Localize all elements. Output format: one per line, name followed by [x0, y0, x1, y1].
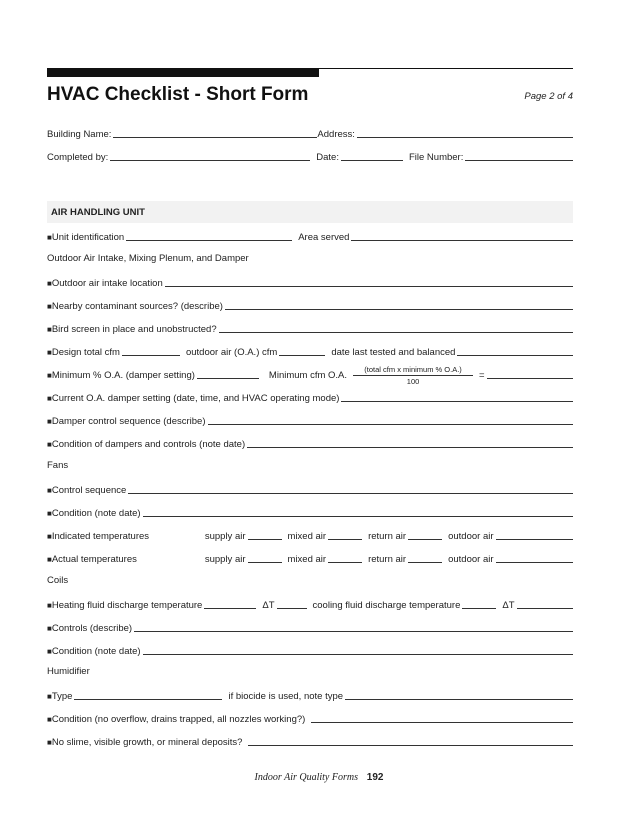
mixed-air-label: mixed air [287, 531, 327, 542]
footer-page-number: 192 [366, 772, 384, 783]
date-label: Date: [316, 152, 339, 163]
unit-row [47, 229, 573, 243]
footer [0, 772, 638, 783]
damper-cond-row [47, 436, 573, 450]
completed-by-field[interactable] [110, 149, 310, 161]
formula-denominator: 100 [406, 377, 420, 386]
slime-field[interactable] [248, 734, 573, 746]
damper-seq-field[interactable] [208, 413, 574, 425]
current-oa-field[interactable] [341, 390, 573, 402]
min-oa-field[interactable] [197, 367, 259, 379]
oa-location-row [47, 275, 573, 289]
completed-by-label: Completed by: [47, 152, 109, 163]
heating-fluid-label: Heating fluid discharge temperature [51, 600, 203, 611]
indicated-return-field[interactable] [408, 528, 442, 540]
area-served-field[interactable] [351, 229, 573, 241]
fan-cond-label: Condition (note date) [51, 508, 141, 519]
control-seq-field[interactable] [128, 482, 573, 494]
indicated-temps-row [47, 528, 573, 542]
bullet-icon: ■ [47, 371, 52, 380]
indicated-mixed-field[interactable] [328, 528, 362, 540]
control-seq-row [47, 482, 573, 496]
building-name-field[interactable] [113, 126, 317, 138]
heating-fluid-row [47, 597, 573, 611]
area-served-label: Area served [298, 232, 350, 243]
date-field[interactable] [341, 149, 403, 161]
file-number-field[interactable] [465, 149, 573, 161]
address-label: Address: [317, 129, 355, 140]
bullet-icon: ■ [47, 325, 52, 334]
equals-sign: = [479, 370, 485, 381]
actual-temps-label: Actual temperatures [51, 554, 137, 565]
bullet-icon: ■ [47, 509, 52, 518]
controls-row [47, 620, 573, 634]
file-number-label: File Number: [408, 152, 464, 163]
type-row [47, 688, 573, 702]
building-name-label: Building Name: [47, 129, 112, 140]
biocide-field[interactable] [345, 688, 573, 700]
type-field[interactable] [74, 688, 222, 700]
outdoor-air-label: outdoor air [448, 531, 494, 542]
design-cfm-field[interactable] [122, 344, 180, 356]
actual-outdoor-field[interactable] [496, 551, 574, 563]
bullet-icon: ■ [47, 647, 52, 656]
current-oa-row [47, 390, 573, 404]
outdoor-air-label: outdoor air [448, 554, 494, 565]
coil-cond-label: Condition (note date) [51, 646, 141, 657]
bullet-icon: ■ [47, 279, 52, 288]
bullet-icon: ■ [47, 233, 52, 242]
supply-air-label: supply air [204, 531, 246, 542]
oa-cfm-label: outdoor air (O.A.) cfm [185, 347, 278, 358]
indicated-supply-field[interactable] [248, 528, 282, 540]
indicated-temps-label: Indicated temperatures [51, 531, 150, 542]
delta-t-label: ΔT [262, 600, 275, 611]
actual-mixed-field[interactable] [328, 551, 362, 563]
bullet-icon: ■ [47, 624, 52, 633]
bullet-icon: ■ [47, 302, 52, 311]
biocide-label: if biocide is used, note type [228, 691, 344, 702]
bullet-icon: ■ [47, 348, 52, 357]
page-indicator: Page 2 of 4 [524, 91, 573, 102]
bullet-icon: ■ [47, 417, 52, 426]
bullet-icon: ■ [47, 715, 52, 724]
actual-supply-field[interactable] [248, 551, 282, 563]
bullet-icon: ■ [47, 738, 52, 747]
control-seq-label: Control sequence [51, 485, 127, 496]
bird-screen-field[interactable] [219, 321, 573, 333]
min-oa-row [47, 364, 573, 386]
type-label: Type [51, 691, 73, 702]
date-tested-label: date last tested and balanced [331, 347, 456, 358]
oa-cfm-field[interactable] [279, 344, 325, 356]
bullet-icon: ■ [47, 692, 52, 701]
indicated-outdoor-field[interactable] [496, 528, 574, 540]
formula-numerator: (total cfm x minimum % O.A.) [353, 365, 473, 376]
unit-id-field[interactable] [126, 229, 292, 241]
bullet-icon: ■ [47, 440, 52, 449]
cooling-fluid-label: cooling fluid discharge temperature [312, 600, 461, 611]
damper-seq-row [47, 413, 573, 427]
bird-screen-label: Bird screen in place and unobstructed? [51, 324, 217, 335]
contaminants-label: Nearby contaminant sources? (describe) [51, 301, 223, 312]
fan-cond-field[interactable] [143, 505, 573, 517]
min-oa-label: Minimum % O.A. (damper setting) [51, 370, 195, 381]
current-oa-label: Current O.A. damper setting (date, time, and HVAC operating mode) [51, 393, 340, 404]
min-cfm-oa-field[interactable] [487, 367, 573, 379]
hum-cond-label: Condition (no overflow, drains trapped, all nozzles working?) [51, 714, 306, 725]
slime-row [47, 734, 573, 748]
bullet-icon: ■ [47, 532, 52, 541]
slime-label: No slime, visible growth, or mineral deposits? [51, 737, 243, 748]
controls-field[interactable] [134, 620, 573, 632]
damper-cond-field[interactable] [247, 436, 573, 448]
cooling-fluid-field[interactable] [462, 597, 496, 609]
cooling-delta-field[interactable] [517, 597, 573, 609]
hum-cond-field[interactable] [311, 711, 573, 723]
return-air-label: return air [368, 554, 407, 565]
bullet-icon: ■ [47, 486, 52, 495]
mixed-air-label: mixed air [287, 554, 327, 565]
controls-label: Controls (describe) [51, 623, 133, 634]
oa-location-label: Outdoor air intake location [51, 278, 163, 289]
heating-fluid-field[interactable] [204, 597, 256, 609]
fans-heading: Fans [47, 460, 69, 471]
outdoor-air-heading: Outdoor Air Intake, Mixing Plenum, and Damper [47, 253, 249, 264]
coil-cond-field[interactable] [143, 643, 573, 655]
oa-location-field[interactable] [165, 275, 573, 287]
header-rule [319, 68, 573, 69]
cfm-formula [353, 365, 473, 386]
delta-t-label: ΔT [502, 600, 515, 611]
return-air-label: return air [368, 531, 407, 542]
actual-temps-row [47, 551, 573, 565]
damper-cond-label: Condition of dampers and controls (note date) [51, 439, 246, 450]
actual-return-field[interactable] [408, 551, 442, 563]
min-cfm-oa-label: Minimum cfm O.A. [268, 370, 348, 381]
design-cfm-label: Design total cfm [51, 347, 120, 358]
footer-source: Indoor Air Quality Forms [254, 772, 358, 783]
hum-cond-row [47, 711, 573, 725]
fan-cond-row [47, 505, 573, 519]
address-field[interactable] [357, 126, 573, 138]
building-row [47, 126, 573, 140]
contaminants-row [47, 298, 573, 312]
humidifier-heading: Humidifier [47, 666, 90, 677]
coils-heading: Coils [47, 575, 69, 586]
bullet-icon: ■ [47, 394, 52, 403]
contaminants-field[interactable] [225, 298, 573, 310]
bullet-icon: ■ [47, 555, 52, 564]
page-title: HVAC Checklist - Short Form [47, 84, 309, 105]
design-cfm-row [47, 344, 573, 358]
section-title: AIR HANDLING UNIT [51, 207, 145, 218]
coil-cond-row [47, 643, 573, 657]
header-bar [47, 68, 319, 77]
bullet-icon: ■ [47, 601, 52, 610]
date-tested-field[interactable] [457, 344, 573, 356]
supply-air-label: supply air [204, 554, 246, 565]
completed-row [47, 149, 573, 163]
unit-id-label: Unit identification [51, 232, 125, 243]
damper-seq-label: Damper control sequence (describe) [51, 416, 206, 427]
bird-screen-row [47, 321, 573, 335]
heating-delta-field[interactable] [277, 597, 307, 609]
